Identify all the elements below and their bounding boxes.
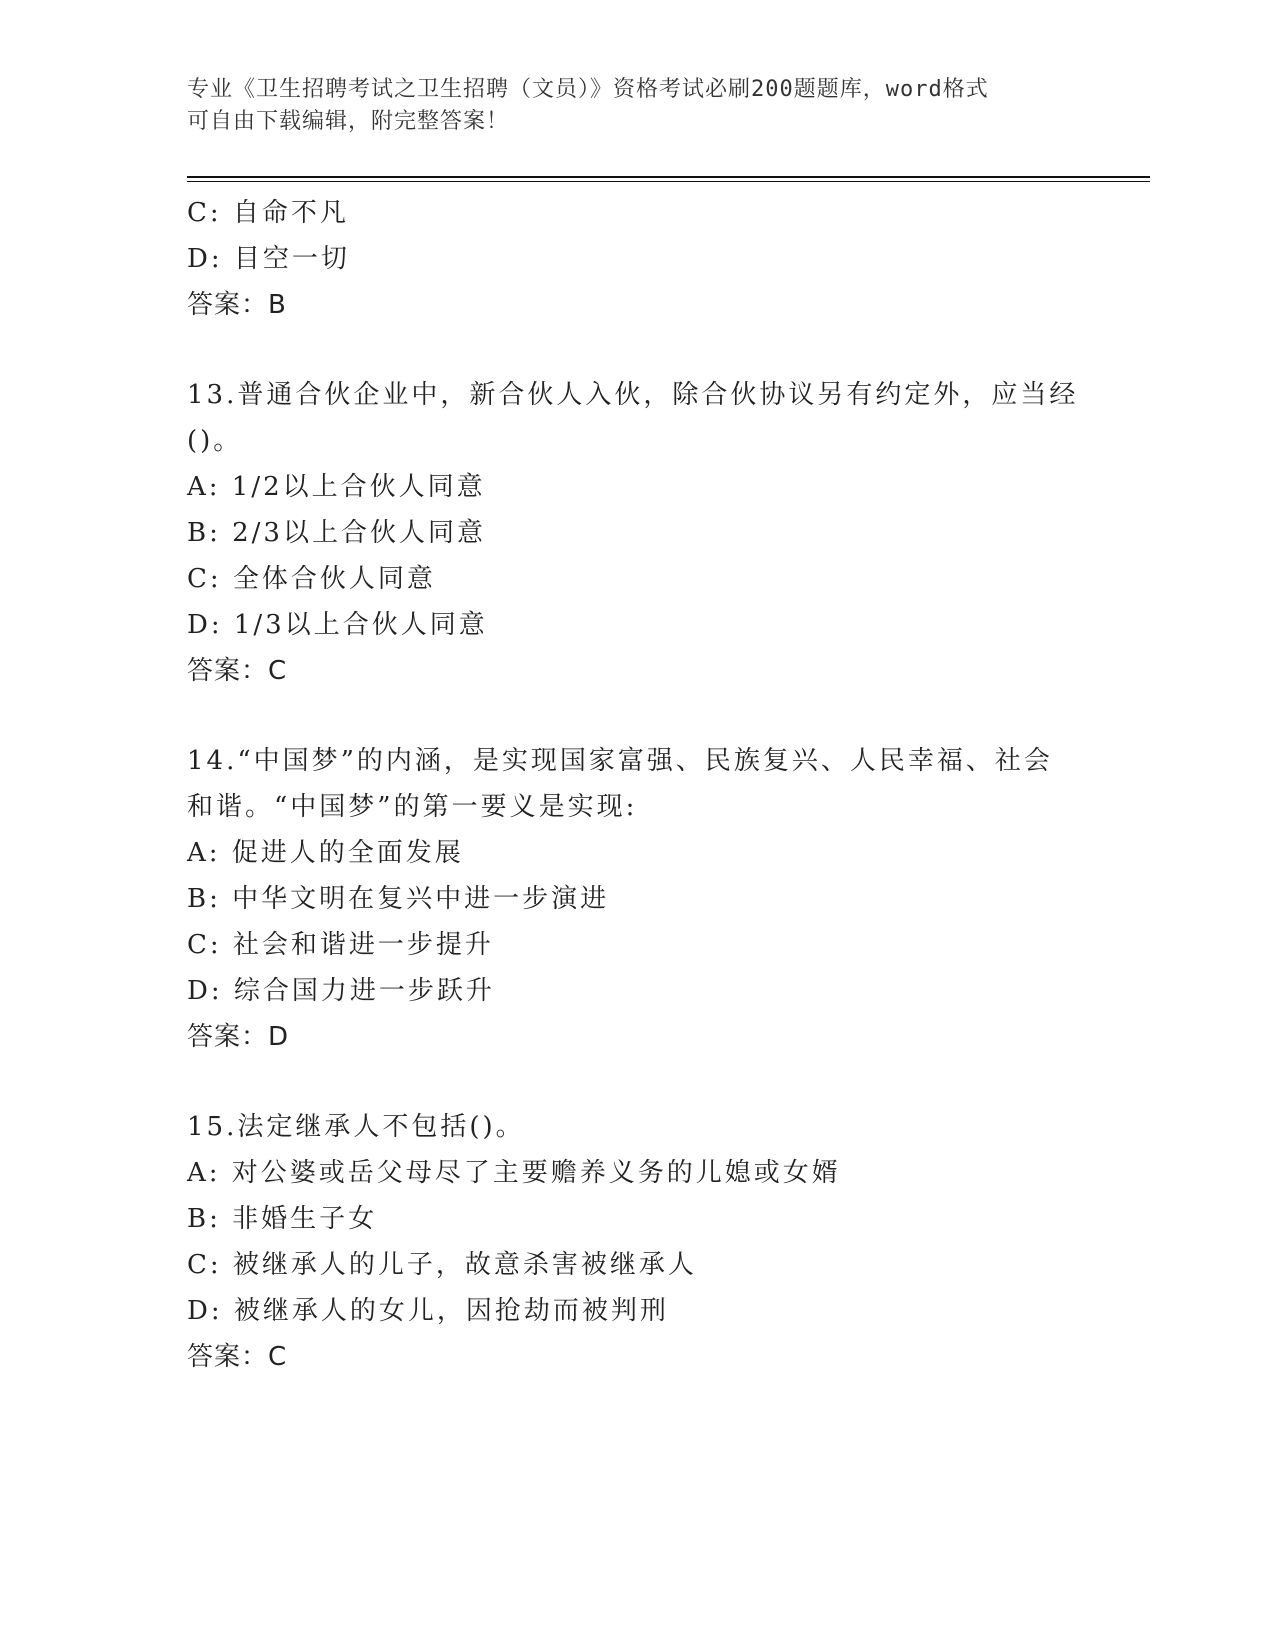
option-d: D: 被继承人的女儿，因抢劫而被判刑 bbox=[187, 1296, 669, 1326]
question-15 bbox=[187, 1104, 1087, 1380]
header-divider-thick bbox=[187, 176, 1150, 178]
option-a: A: 1/2以上合伙人同意 bbox=[187, 472, 486, 502]
option-c: C: 自命不凡 bbox=[187, 198, 349, 228]
header-divider-thin bbox=[187, 181, 1150, 182]
answer-line: 答案：C bbox=[187, 656, 288, 686]
option-b: B: 非婚生子女 bbox=[187, 1204, 378, 1234]
question-stem-cont: ()。 bbox=[187, 426, 243, 456]
question-12-tail bbox=[187, 190, 1087, 328]
question-14 bbox=[187, 738, 1087, 1060]
question-list bbox=[187, 190, 1087, 1380]
document-header bbox=[187, 74, 1067, 138]
option-d: D: 目空一切 bbox=[187, 244, 350, 274]
header-line-1: 专业《卫生招聘考试之卫生招聘（文员）》资格考试必刷200题题库，word格式 bbox=[187, 77, 989, 102]
option-d: D: 综合国力进一步跃升 bbox=[187, 976, 495, 1006]
option-a: A: 对公婆或岳父母尽了主要赡养义务的儿媳或女婿 bbox=[187, 1158, 841, 1188]
option-c: C: 全体合伙人同意 bbox=[187, 564, 436, 594]
option-a: A: 促进人的全面发展 bbox=[187, 838, 464, 868]
answer-line: 答案：D bbox=[187, 1022, 290, 1052]
question-stem: 14.“中国梦”的内涵，是实现国家富强、民族复兴、人民幸福、社会 bbox=[187, 746, 1053, 776]
option-c: C: 被继承人的儿子，故意杀害被继承人 bbox=[187, 1250, 697, 1280]
header-line-2: 可自由下载编辑，附完整答案！ bbox=[187, 109, 510, 134]
option-b: B: 中华文明在复兴中进一步演进 bbox=[187, 884, 610, 914]
option-d: D: 1/3以上合伙人同意 bbox=[187, 610, 488, 640]
answer-line: 答案：B bbox=[187, 290, 287, 320]
question-stem: 15.法定继承人不包括()。 bbox=[187, 1112, 525, 1142]
option-b: B: 2/3以上合伙人同意 bbox=[187, 518, 486, 548]
option-c: C: 社会和谐进一步提升 bbox=[187, 930, 494, 960]
answer-line: 答案：C bbox=[187, 1342, 288, 1372]
question-stem: 13.普通合伙企业中，新合伙人入伙，除合伙协议另有约定外，应当经 bbox=[187, 380, 1079, 410]
question-stem-cont: 和谐。“中国梦”的第一要义是实现: bbox=[187, 792, 638, 822]
question-13 bbox=[187, 372, 1087, 694]
